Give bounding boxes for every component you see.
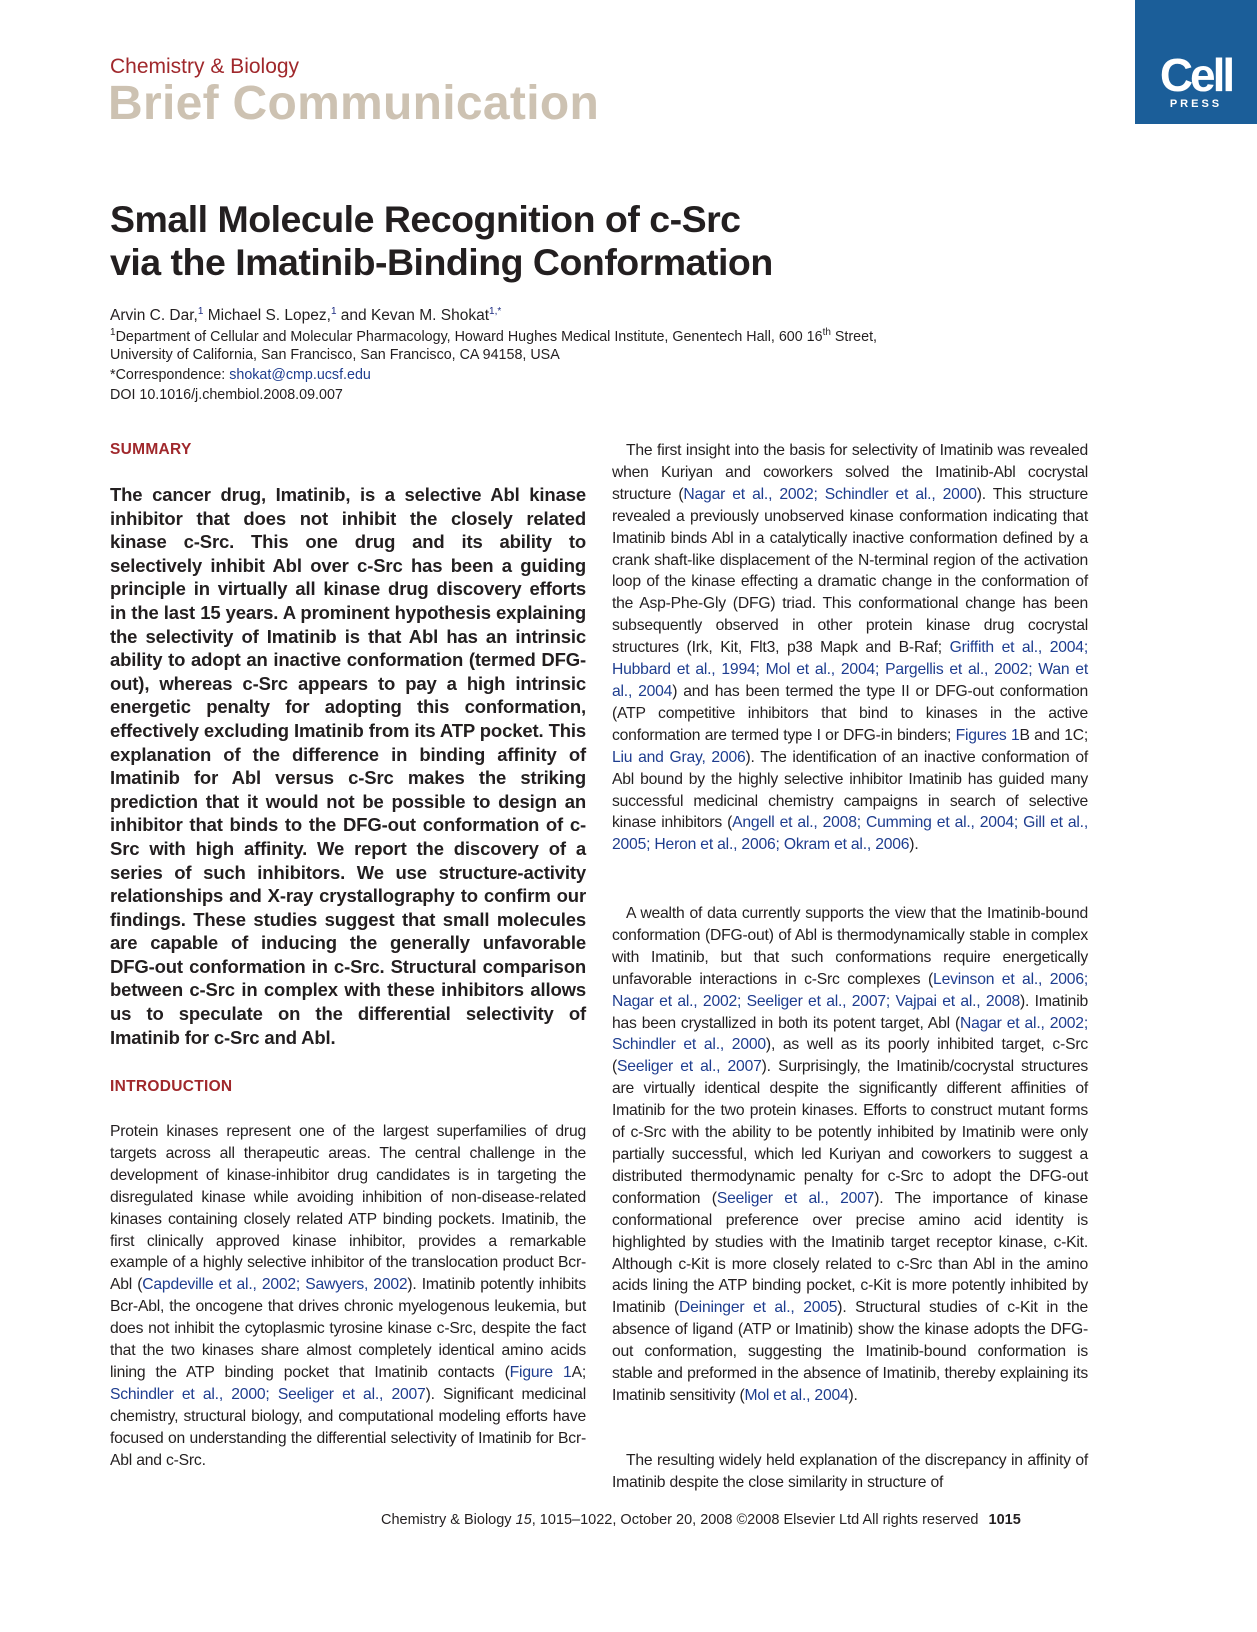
paragraph-text: A wealth of data currently supports the view that the Imatinib-bound conformation (DFG-out) of Abl is thermodynamically stable in complex with Imatinib, but that such conformations require energetically unfavorable interactions in c-Src complexes ( xyxy=(612,905,1088,988)
citation-link[interactable]: Schindler et al., 2000; Seeliger et al., 2007 xyxy=(110,1385,426,1403)
journal-name: Chemistry & Biology xyxy=(110,55,300,78)
paragraph-text: ). This structure revealed a previously unobserved kinase conformation indicating that Imatinib binds Abl in a catalytically inactive conformation defined by a crank shaft-like displacement of the N-terminal region of the activation loop of the kinase effecting a dramatic change in the conformation of the Asp-Phe-Gly (DFG) triad. This conformational change has been subsequently observed in other protein kinase drug cocrystal structures (Irk, Kit, Flt3, p38 Mapk and B-Raf; xyxy=(612,485,1088,657)
paragraph-text: ) and has been termed the type II or DFG-out conformation (ATP competitive inhibitors that bind to kinases in the active conformation are termed type I or DFG-in binders; xyxy=(612,682,1088,744)
intro-paragraph-4 xyxy=(612,1450,1088,1494)
correspondence-email-link[interactable]: shokat@cmp.ucsf.edu xyxy=(229,367,371,383)
title-line-1: Small Molecule Recognition of c-Src xyxy=(110,198,741,240)
footer-journal: Chemistry & Biology xyxy=(381,1512,516,1528)
paragraph-text: Protein kinases represent one of the largest superfamilies of drug targets across all therapeutic areas. The central challenge in the development of kinase-inhibitor drug candidates is in targeting the disregulated kinase while avoiding inhibition of non-disease-related kinases containing closely related ATP binding pockets. Imatinib, the first clinically approved kinase inhibitor, provides a remarkable example of a highly selective inhibitor of the translocation product Bcr-Abl ( xyxy=(110,1123,586,1294)
citation-link[interactable]: Angell et al., 2008; Cumming et al., 2004; Gill et al., 2005; Heron et al., 2006; Okram et al., 2006 xyxy=(612,814,1088,854)
page-number: 1015 xyxy=(988,1512,1021,1528)
citation-link[interactable]: Levinson et al., 2006; Nagar et al., 2002; Seeliger et al., 2007; Vajpai et al., 2008 xyxy=(612,970,1088,1010)
summary-text: The cancer drug, Imatinib, is a selective Abl kinase inhibitor that does not inhibit the closely related kinase c-Src. This one drug and its ability to selectively inhibit Abl over c-Src has been a guiding principle in virtually all kinase drug discovery efforts in the last 15 years. A prominent hypothesis explaining the selectivity of Imatinib is that Abl has an intrinsic ability to adopt an inactive conformation (termed DFG-out), whereas c-Src appears to pay a high intrinsic energetic penalty for adopting this conformation, effectively excluding Imatinib from its ATP pocket. This explanation of the difference in binding affinity of Imatinib for Abl versus c-Src makes the striking prediction that it would not be possible to design an inhibitor that binds to the DFG-out conformation of c-Src with high affinity. We report the discovery of a series of such inhibitors. We use structure-activity relationships and X-ray crystallography to confirm our findings. These studies suggest that small molecules are capable of inducing the generally unfavorable DFG-out conformation in c-Src. Structural comparison between c-Src in complex with these inhibitors allows us to speculate on the differential selectivity of Imatinib for c-Src and Abl. xyxy=(110,484,586,1048)
citation-link[interactable]: Liu and Gray, 2006 xyxy=(612,748,746,766)
citation-link[interactable]: Capdeville et al., 2002; Sawyers, 2002 xyxy=(142,1276,408,1294)
section-label: Brief Communication xyxy=(108,77,600,130)
footer-details: , 1015–1022, October 20, 2008 ©2008 Elsevier Ltd All rights reserved xyxy=(531,1512,979,1528)
page-footer xyxy=(381,1512,1021,1528)
correspondence xyxy=(110,367,371,383)
summary-heading: SUMMARY xyxy=(110,441,192,458)
citation-link[interactable]: Griffith et al., 2004; Hubbard et al., 1994; Mol et al., 2004; Pargellis et al., 2002; Wan et al., 2004 xyxy=(612,639,1088,700)
citation-link[interactable]: Mol et al., 2004 xyxy=(744,1386,849,1404)
author-name: Arvin C. Dar, xyxy=(110,307,198,325)
author-affiliation-mark[interactable]: 1,* xyxy=(489,306,502,317)
paragraph-text: ). Surprisingly, the Imatinib/cocrystal structures are virtually identical despite the significantly different affinities of Imatinib for the two protein kinases. Efforts to construct mutant forms of c-Src with the ability to be potently inhibited by Imatinib were only partially successful, which led Kuriyan and coworkers to suggest a distributed thermodynamic penalty for c-Src to adopt the DFG-out conformation ( xyxy=(612,1058,1089,1207)
logo-main: Cell xyxy=(1159,49,1233,101)
intro-paragraph-2 xyxy=(612,440,1088,856)
citation-link[interactable]: Figures 1 xyxy=(955,726,1020,744)
author-affiliation-mark[interactable]: 1 xyxy=(197,306,204,317)
author-name: Michael S. Lopez, xyxy=(203,307,331,325)
paragraph-text: ). xyxy=(848,1386,858,1404)
citation-link[interactable]: Deininger et al., 2005 xyxy=(679,1299,838,1317)
cell-press-logo xyxy=(1135,0,1257,124)
citation-link[interactable]: Nagar et al., 2002; Schindler et al., 2000 xyxy=(683,485,977,503)
introduction-heading: INTRODUCTION xyxy=(110,1078,233,1095)
paragraph-text: ). Structural studies of c-Kit in the absence of ligand (ATP or Imatinib) show the kinase adopts the DFG-out conformation, suggesting the Imatinib-bound conformation is stable and preformed in the absence of Imatinib, thereby explaining its Imatinib sensitivity ( xyxy=(612,1299,1088,1404)
paragraph-text: ), as well as its poorly inhibited target, c-Src ( xyxy=(612,1036,1088,1076)
author-affiliation-mark[interactable]: 1 xyxy=(330,306,337,317)
citation-link[interactable]: Seeliger et al., 2007 xyxy=(617,1058,762,1076)
intro-paragraph-1 xyxy=(110,1121,586,1472)
logo-sub: PRESS xyxy=(1169,98,1223,110)
paragraph-text: ). xyxy=(909,836,919,854)
paragraph-text: A; xyxy=(571,1363,586,1381)
paragraph-text: ). Imatinib potently inhibits Bcr-Abl, the oncogene that drives chronic myelogenous leukemia, but does not inhibit the cytoplasmic tyrosine kinase c-Src, despite the fact that the two kinases share almost completely identical amino acids lining the ATP binding pocket that Imatinib contacts ( xyxy=(110,1276,586,1381)
affiliation-ordinal: th xyxy=(822,327,831,338)
article-title xyxy=(110,198,1110,284)
paragraph-text: B and 1C; xyxy=(1019,726,1089,744)
author-list xyxy=(110,306,501,325)
paragraph-text: The first insight into the basis for selectivity of Imatinib was revealed when Kuriyan and coworkers solved the Imatinib-Abl cocrystal structure ( xyxy=(612,442,1088,503)
paragraph-text: ). Imatinib has been crystallized in both its potent target, Abl ( xyxy=(612,992,1089,1032)
citation-link[interactable]: Nagar et al., 2002; Schindler et al., 2000 xyxy=(612,1014,1088,1054)
affiliation-mark: 1 xyxy=(110,327,116,338)
title-line-2: via the Imatinib-Binding Conformation xyxy=(110,241,773,283)
paragraph-text: ). Significant medicinal chemistry, structural biology, and computational modeling efforts have focused on understanding the differential selectivity of Imatinib for Bcr-Abl and c-Src. xyxy=(110,1385,586,1469)
intro-paragraph-3 xyxy=(612,903,1088,1407)
affiliation-text: Department of Cellular and Molecular Pharmacology, Howard Hughes Medical Institute, Genentech Hall, 600 16 xyxy=(115,328,823,345)
affiliation-text: Street, xyxy=(830,328,878,345)
citation-link[interactable]: Figure 1 xyxy=(509,1363,572,1381)
affiliation-line-2: University of California, San Francisco, San Francisco, CA 94158, USA xyxy=(110,347,560,363)
citation-link[interactable]: Seeliger et al., 2007 xyxy=(716,1189,875,1207)
correspondence-label: *Correspondence: xyxy=(110,367,230,383)
author-name: and Kevan M. Shokat xyxy=(336,307,490,325)
paragraph-text: ). The importance of kinase conformational preference over precise amino acid identity is highlighted by studies with the Imatinib target receptor kinase, c-Kit. Although c-Kit is more closely related to c-Src than Abl in the amino acids lining the ATP binding pocket, c-Kit is more potently inhibited by Imatinib ( xyxy=(612,1189,1089,1317)
affiliation-line-1 xyxy=(110,327,877,345)
footer-volume: 15 xyxy=(515,1512,532,1528)
paragraph-text: The resulting widely held explanation of the discrepancy in affinity of Imatinib despite the close similarity in structure of xyxy=(612,1452,1088,1491)
doi: DOI 10.1016/j.chembiol.2008.09.007 xyxy=(110,387,343,403)
paragraph-text: ). The identification of an inactive conformation of Abl bound by the highly selective inhibitor Imatinib has guided many successful medicinal chemistry campaigns in search of selective kinase inhibitors ( xyxy=(612,748,1089,832)
